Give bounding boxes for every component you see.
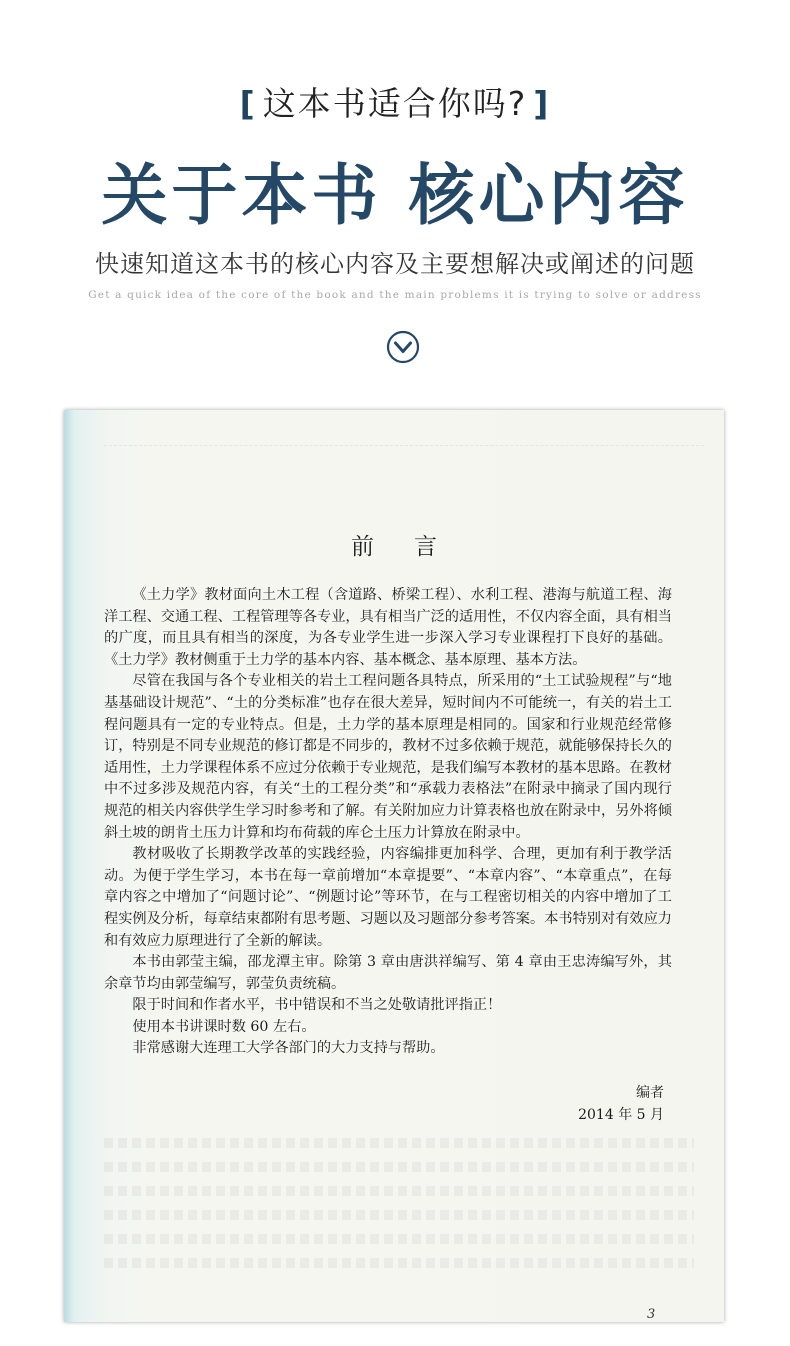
subtitle: 快速知道这本书的核心内容及主要想解决或阐述的问题 — [95, 250, 695, 278]
show-through-text — [104, 1234, 694, 1244]
signature: 编者 — [636, 1085, 664, 1101]
paragraph: 使用本书讲课时数 60 左右。 — [132, 1018, 316, 1035]
show-through-text — [104, 1210, 694, 1220]
header — [0, 0, 790, 400]
paragraph: 限于时间和作者水平，书中错误和不当之处敬请批评指正！ — [132, 997, 502, 1014]
main-title: 关于本书 核心内容 — [101, 156, 689, 234]
signature-block — [64, 1082, 664, 1126]
paragraph: 本书由郭莹主编，邵龙潭主审。除第 3 章由唐洪祥编写、第 4 章由王忠涛编写外，其余章节均由郭莹编写，郭莹负责统稿。 — [104, 954, 672, 992]
paragraph: 《土力学》教材面向土木工程（含道路、桥梁工程）、水利工程、港海与航道工程、海洋工程、交通工程、工程管理等各专业，具有相当广泛的适用性，不仅内容全面，具有相当的广度，而且具有相当的深度，为各专业学生进一步深入学习专业课程打下良好的基础。《土力学》教材侧重于土力学的基本内容、基本概念、基本原理、基本方法。 — [104, 587, 672, 668]
paragraph: 尽管在我国与各个专业相关的岩土工程问题各具特点，所采用的“土工试验规程”与“地基基础设计规范”、“土的分类标准”也存在很大差异，短时间内不可能统一，有关的岩土工程问题具有一定的专业特点。但是，土力学的基本原理是相同的。国家和行业规范经常修订，特别是不同专业规范的修订都是不同步的，教材不过多依赖于规范，就能够保持长久的适用性，土力学课程体系不应过分依赖于专业规范，是我们编写本教材的基本思路。在教材中不过多涉及规范内容，有关“土的工程分类”和“承载力表格法”在附录中摘录了国内现行规范的相关内容供学生学习时参考和了解。有关附加应力计算表格也放在附录中，另外将倾斜土坡的朗肯土压力计算和均布荷载的库仑土压力计算放在附录中。 — [104, 673, 672, 841]
show-through-text — [104, 1162, 694, 1172]
paragraph: 教材吸收了长期教学改革的实践经验，内容编排更加科学、合理，更加有利于教学活动。为便于学生学习，本书在每一章前增加“本章提要”、“本章内容”、“本章重点”，在每章内容之中增加了“问题讨论”、“例题讨论”等环节，在与工程密切相关的内容中增加了工程实例及分析，每章结束都附有思考题、习题以及习题部分参考答案。本书特别对有效应力和有效应力原理进行了全新的解读。 — [104, 846, 672, 949]
show-through-text — [104, 1258, 694, 1268]
show-through-text — [104, 1186, 694, 1196]
bracket-open: [ — [239, 84, 257, 123]
subtitle-english: Get a quick idea of the core of the book and the main problems it is trying to solve or address — [88, 289, 702, 301]
date: 2014 年 5 月 — [578, 1107, 664, 1123]
page-number: 3 — [647, 1307, 656, 1322]
divider — [104, 445, 704, 447]
preface-body — [104, 585, 672, 1060]
tagline — [0, 78, 790, 125]
preface-title: 前言 — [351, 534, 477, 560]
tagline-text: 这本书适合你吗? — [262, 84, 528, 123]
scanned-page — [64, 410, 724, 1322]
bracket-close: ] — [533, 84, 551, 123]
chevron-down-circle-icon — [386, 330, 420, 364]
paragraph: 非常感谢大连理工大学各部门的大力支持与帮助。 — [132, 1040, 445, 1057]
show-through-text — [104, 1138, 694, 1148]
